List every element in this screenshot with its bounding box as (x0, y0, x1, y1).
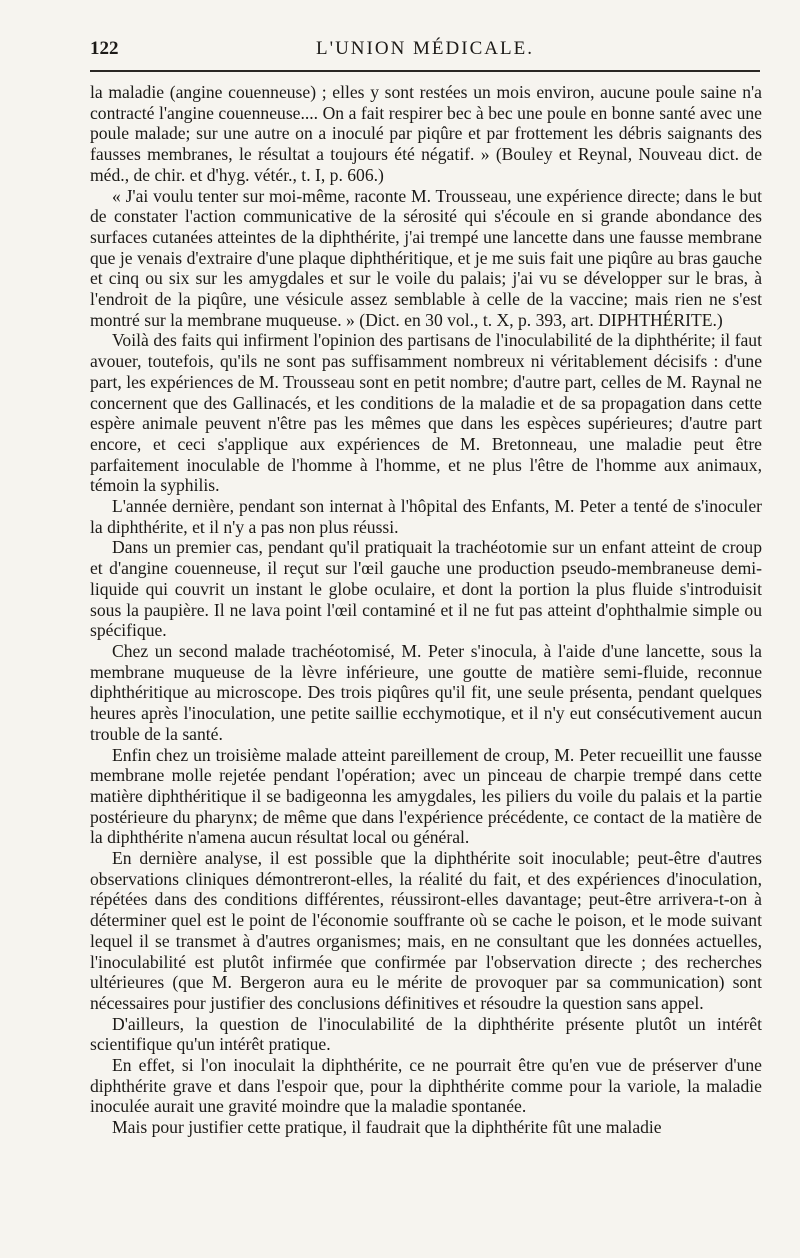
paragraph: Enfin chez un troisième malade atteint pareillement de croup, M. Peter recueillit une fausse membrane molle rejetée pendant l'opération; avec un pinceau de charpie trempé dans cette matière diphthéritique il se badigeonna les amygdales, les piliers du voile du palais et la partie postérieure du pharynx; de même que dans l'expérience précédente, ce contact de la matière de la diphthérite n'amena aucun résultat local ou général. (90, 744, 762, 848)
paragraph: Dans un premier cas, pendant qu'il pratiquait la trachéotomie sur un enfant atteint de croup et d'angine couenneuse, il reçut sur l'œil gauche une production pseudo-membraneuse demi-liquide qui couvrit un instant le globe oculaire, et dont la portion la plus fluide s'introduisit sous la paupière. Il ne lava point l'œil contaminé et il ne fut pas atteint d'ophthalmie simple ou spécifique. (90, 537, 762, 641)
paragraph: En effet, si l'on inoculait la diphthérite, ce ne pourrait être qu'en vue de préserver d'une diphthérite grave et dans l'espoir que, pour la diphthérite comme pour la variole, la maladie inoculée aurait une gravité moindre que la maladie spontanée. (90, 1055, 762, 1117)
paragraph: Chez un second malade trachéotomisé, M. Peter s'inocula, à l'aide d'une lancette, sous la membrane muqueuse de la lèvre inférieure, une goutte de matière semi-fluide, reconnue diphthéritique au microscope. Des trois piqûres qu'il fit, une seule présenta, pendant quelques heures après l'inoculation, une petite saillie ecchymotique, et il n'y eut consécutivement aucun trouble de la santé. (90, 640, 762, 744)
page-header (90, 32, 760, 66)
paragraph: D'ailleurs, la question de l'inoculabilité de la diphthérite présente plutôt un intérêt scientifique qu'un intérêt pratique. (90, 1013, 762, 1055)
page-number: 122 (90, 38, 119, 59)
header-rule (90, 70, 760, 72)
paragraph: « J'ai voulu tenter sur moi-même, raconte M. Trousseau, une expérience directe; dans le but de constater l'action communicative de la sérosité qui s'écoule en si grande abondance des surfaces cutanées atteintes de la diphthérite, j'ai trempé une lancette dans une fausse membrane que je venais d'extraire d'une plaque diphthéritique, et je me suis fait une piqûre au bras gauche et cinq ou six sur les amygdales et sur le voile du palais; j'ai vu se développer sur le bras, à l'endroit de la piqûre, une vésicule assez semblable à celle de la vaccine; mais rien ne s'est montré sur la membrane muqueuse. » (Dict. en 30 vol., t. X, p. 393, art. DIPHTHÉRITE.) (90, 185, 762, 330)
paragraph: En dernière analyse, il est possible que la diphthérite soit inoculable; peut-être d'autres observations cliniques démontreront-elles, la réalité du fait, et des expériences d'inoculation, répétées dans des conditions différentes, réussiront-elles davantage; peut-être arrivera-t-on à déterminer quel est le point de l'économie souffrante où se cache le poison, et le mode suivant lequel il se transmet à d'autres organismes; mais, en ne consultant que les données actuelles, l'inoculabilité est plutôt infirmée que confirmée par l'observation directe ; des recherches ultérieures (que M. Bergeron aura eu le mérite de provoquer par sa communication) sont nécessaires pour justifier des conclusions définitives et résoudre la question sans appel. (90, 848, 762, 1013)
paragraph: Mais pour justifier cette pratique, il faudrait que la diphthérite fût une maladie (112, 1117, 662, 1138)
paragraph: Voilà des faits qui infirment l'opinion des partisans de l'inoculabilité de la diphthérite; il faut avouer, toutefois, qu'ils ne sont pas suffisamment nombreux ni véritablement décisifs : d'une part, les expériences de M. Trousseau sont en petit nombre; d'autre part, celles de M. Raynal ne concernent que des Gallinacés, et les conditions de la maladie et de sa propagation dans cette espère animale peuvent n'être pas les mêmes que dans les espèces supérieures; d'autre part encore, et ceci s'applique aux expériences de M. Bretonneau, une maladie peut être parfaitement inoculable de l'homme à l'homme, et ne plus l'être de l'homme aux animaux, témoin la syphilis. (90, 330, 762, 496)
paragraph: la maladie (angine couenneuse) ; elles y sont restées un mois environ, aucune poule saine n'a contracté l'angine couenneuse.... On a fait respirer bec à bec une poule en bonne santé avec une poule malade; sur une autre on a inoculé par piqûre et par frottement les débris saignants des fausses membranes, le résultat a toujours été négatif. » (Bouley et Reynal, Nouveau dict. de méd., de chir. et d'hyg. vétér., t. I, p. 606.) (90, 82, 762, 185)
running-title: L'UNION MÉDICALE. (316, 38, 534, 59)
article-body (90, 82, 762, 1138)
paragraph: L'année dernière, pendant son internat à l'hôpital des Enfants, M. Peter a tenté de s'inoculer la diphthérite, et il n'y a pas non plus réussi. (90, 496, 762, 537)
